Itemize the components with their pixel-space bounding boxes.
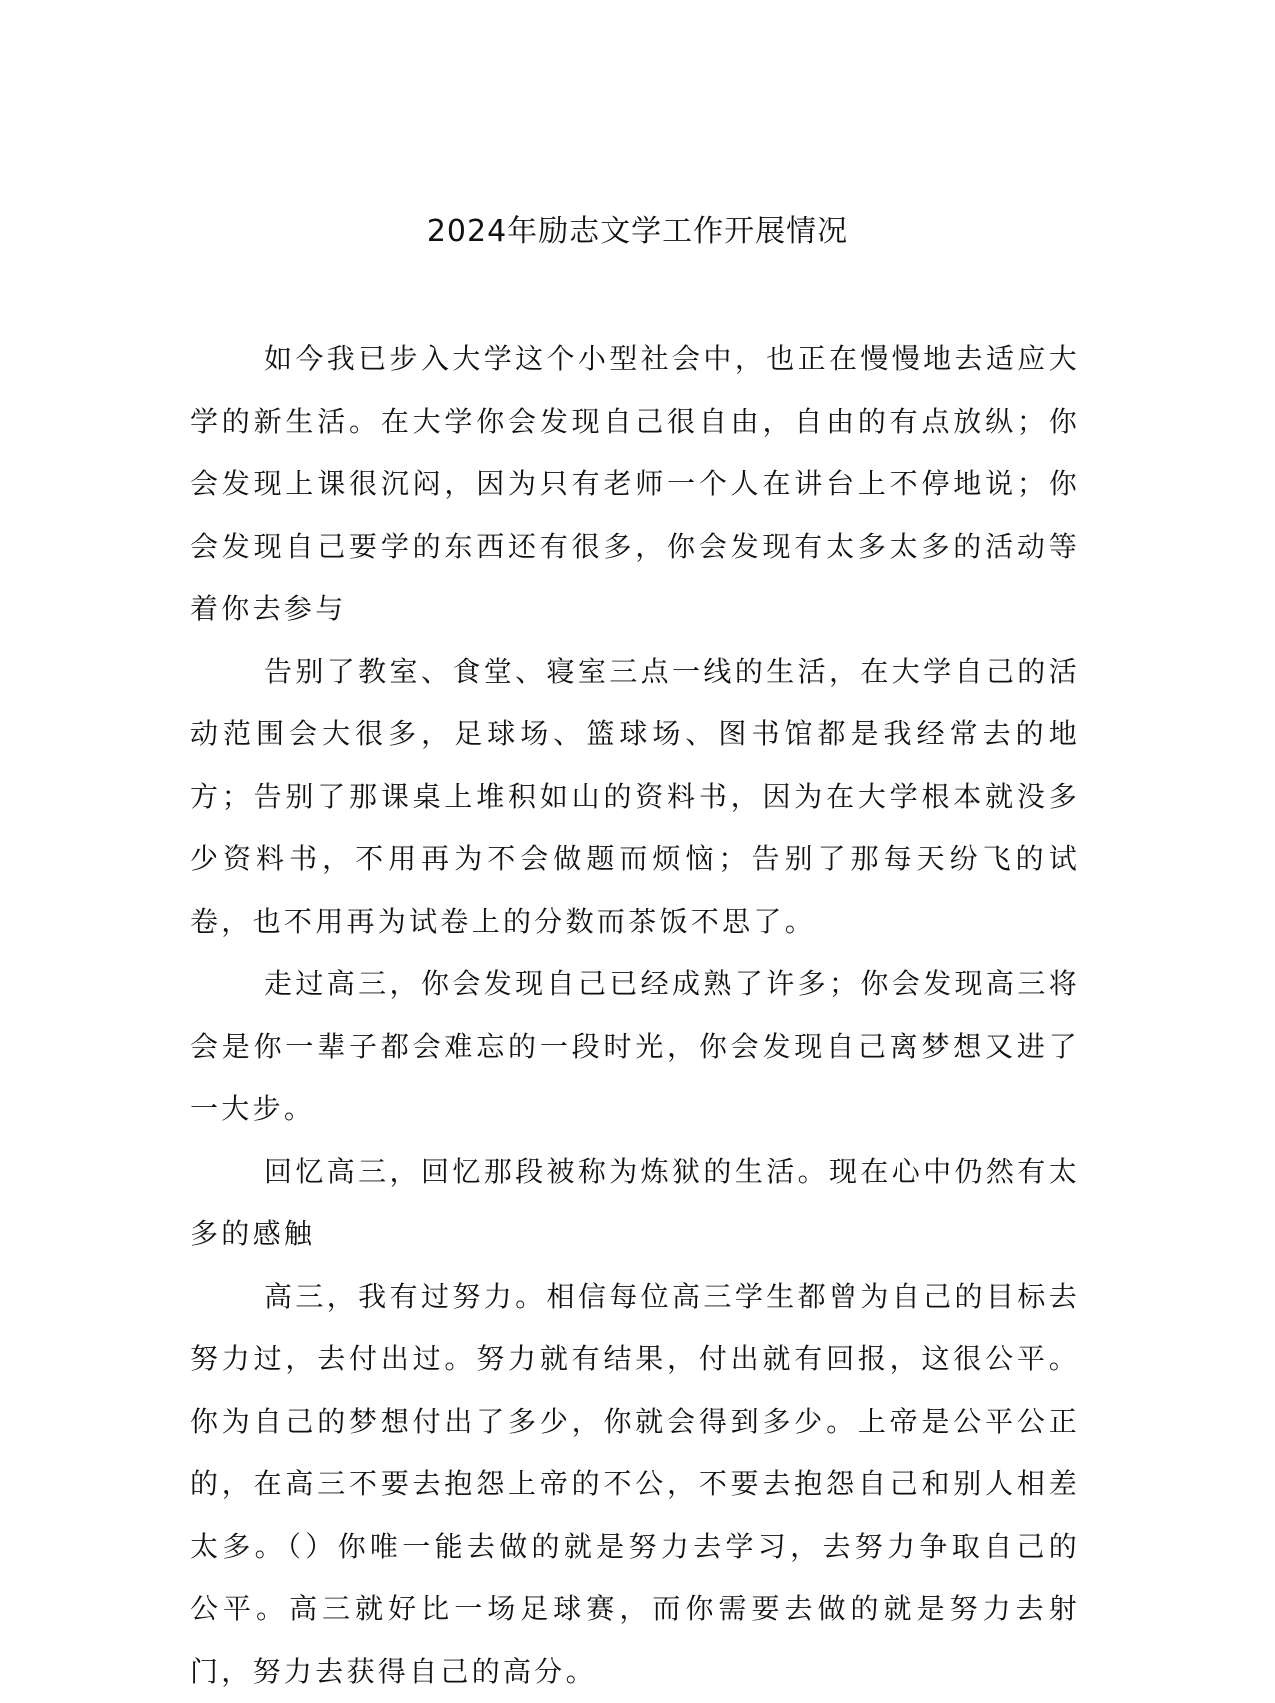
paragraph-1: 如今我已步入大学这个小型社会中，也正在慢慢地去适应大学的新生活。在大学你会发现自己很自由，自由的有点放纵；你会发现上课很沉闷，因为只有老师一个人在讲台上不停地说；你会发现自己要学的东西还有很多，你会发现有太多太多的活动等着你去参与 [190, 328, 1080, 641]
document-title: 2024年励志文学工作开展情况 [0, 208, 1275, 256]
paragraph-2: 告别了教室、食堂、寝室三点一线的生活，在大学自己的活动范围会大很多，足球场、篮球场、图书馆都是我经常去的地方；告别了那课桌上堆积如山的资料书，因为在大学根本就没多少资料书，不用再为不会做题而烦恼；告别了那每天纷飞的试卷，也不用再为试卷上的分数而茶饭不思了。 [190, 641, 1080, 954]
document-body [190, 328, 1080, 1703]
paragraph-5: 高三，我有过努力。相信每位高三学生都曾为自己的目标去努力过，去付出过。努力就有结果，付出就有回报，这很公平。你为自己的梦想付出了多少，你就会得到多少。上帝是公平公正的，在高三不要去抱怨上帝的不公，不要去抱怨自己和别人相差太多。（）你唯一能去做的就是努力去学习，去努力争取自己的公平。高三就好比一场足球赛，而你需要去做的就是努力去射门，努力去获得自己的高分。 [190, 1266, 1080, 1703]
paragraph-3: 走过高三，你会发现自己已经成熟了许多；你会发现高三将会是你一辈子都会难忘的一段时光，你会发现自己离梦想又进了一大步。 [190, 953, 1080, 1141]
paragraph-4: 回忆高三，回忆那段被称为炼狱的生活。现在心中仍然有太多的感触 [190, 1141, 1080, 1266]
